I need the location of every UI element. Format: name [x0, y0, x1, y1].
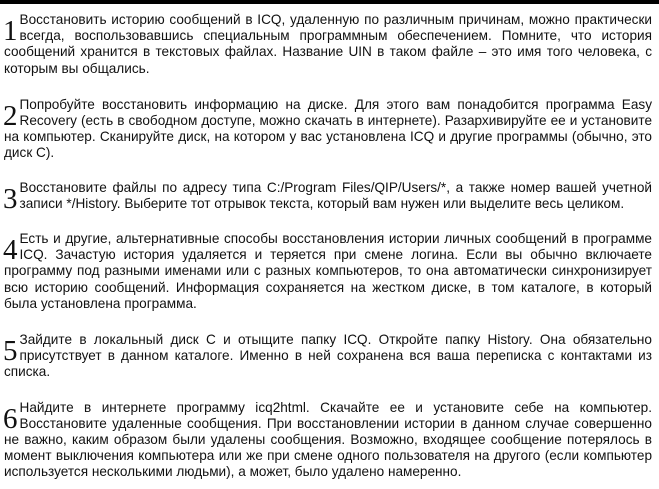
step-text: Зайдите в локальный диск C и отыщите папку ICQ. Откройте папку History. Она обязательно присутствует в данном каталоге. Именно в ней сохранена вся ваша переписка с контактами из списка.	[4, 332, 652, 380]
step-item	[4, 12, 652, 77]
step-number: 4	[3, 234, 18, 267]
step-number: 3	[3, 182, 18, 215]
step-number: 1	[3, 15, 18, 47]
step-item	[4, 400, 652, 481]
step-text: Попробуйте восстановить информацию на диске. Для этого вам понадобится программа Easy Recovery (есть в свободном доступе, можно скачать в интернете). Разархивируйте ее и установите на компьютер. Сканируйте диск, на котором у вас установлена ICQ и другие программы (обычно, это диск C).	[4, 96, 652, 161]
step-item	[4, 231, 652, 312]
top-divider	[0, 0, 659, 4]
step-text: Восстановите файлы по адресу типа C:/Program Files/QIP/Users/*, а также номер вашей учетной записи */History. Выберите тот отрывок текста, который вам нужен или выделите весь целиком.	[19, 179, 652, 211]
step-item	[4, 332, 652, 381]
step-item	[3, 179, 652, 215]
step-text: Найдите в интернете программу icq2html. Скачайте ее и установите себе на компьютер. Восстановите удаленные сообщения. При восстановлении истории в данном случае совершенно не важно, каким образом были удалены сообщения. Возможно, входящее сообщение потерялось в момент выключения компьютера или же при смене одного пользователя на другого (если компьютер используется несколькими людьми), а может, было удалено намеренно.	[4, 399, 652, 480]
step-number: 6	[3, 402, 18, 435]
steps-list	[4, 12, 652, 481]
step-item	[4, 97, 652, 162]
step-number: 5	[3, 335, 18, 368]
step-number: 2	[3, 99, 18, 132]
step-text: Есть и другие, альтернативные способы восстановления истории личных сообщений в программе ICQ. Зачастую история удаляется и теряется при смене логина. Если вы обычно включаете программу под разными именами или с разных компьютеров, то она автоматически синхронизирует всю историю сообщений. Информация сохраняется на жестком диске, в том каталоге, в который была установлена программа.	[4, 231, 652, 311]
step-text: Восстановить историю сообщений в ICQ, удаленную по различным причинам, можно практически всегда, воспользовавшись специальным программным обеспечением. Помните, что история сообщений хранится в текстовых файлах. Название UIN в таком файле – это имя того человека, с которым вы общались.	[4, 12, 652, 76]
